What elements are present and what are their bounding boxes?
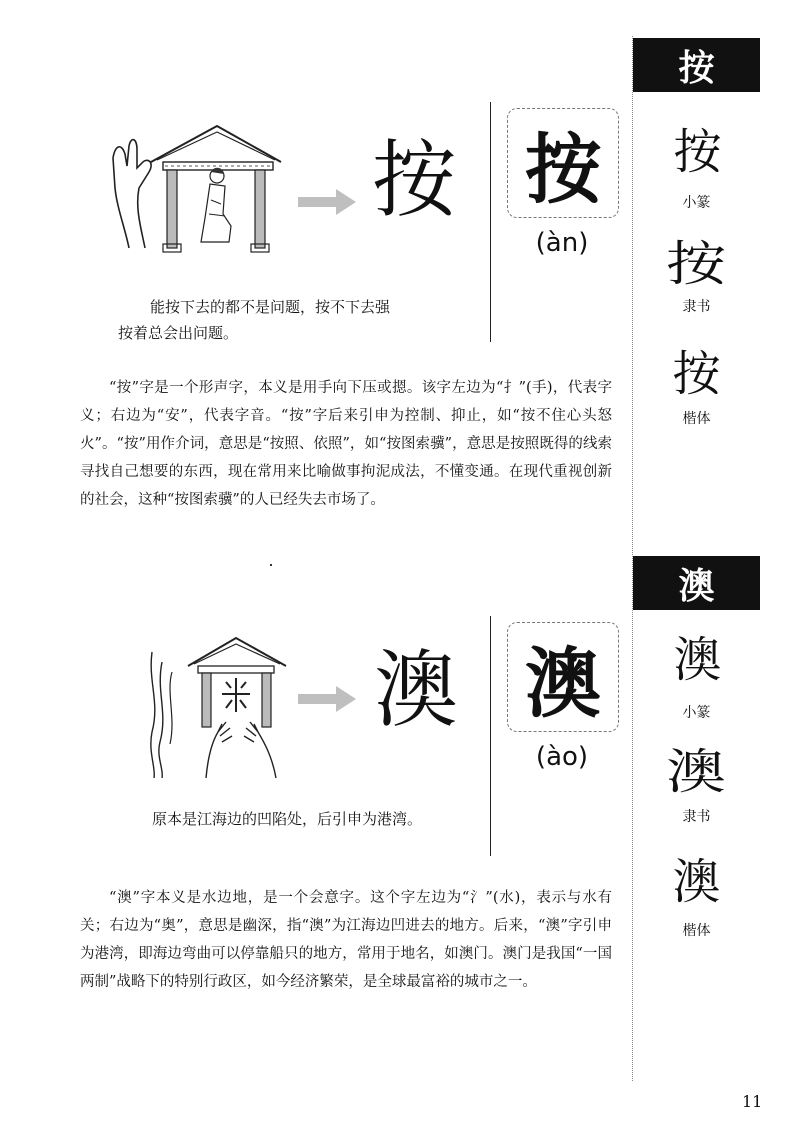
illustration-hands-shrine-water xyxy=(146,632,288,780)
caption-line-1-ao: 原本是江海边的凹陷处，后引申为港湾。 xyxy=(152,810,423,828)
pinyin-ao: (ào) xyxy=(535,742,589,772)
regular-script-label-ao: 楷体 xyxy=(682,923,711,939)
regular-script-label-an: 楷体 xyxy=(682,411,711,427)
caption-line-1-an: 能按下去的都不是问题，按不下去强 xyxy=(150,298,391,316)
transition-arrow-icon xyxy=(298,686,356,712)
description-paragraph-ao: “澳”字本义是水边地，是一个会意字。这个字左边为“氵”(水)，表示与水有关；右边为“奥”，意思是幽深，指“澳”为江海边凹进去的地方。后来，“澳”字引申为港湾，即海边弯曲可以停靠船只的地方，常用于地名，如澳门。澳门是我国“一国两制”战略下的特别行政区，如今经济繁荣，是全球最富裕的城市之一。 xyxy=(80,890,612,990)
clerical-script-label-ao: 隶书 xyxy=(682,809,711,825)
stray-dot xyxy=(270,564,272,566)
character-box-an: 按 xyxy=(507,108,619,218)
seal-script-glyph-an: 按 xyxy=(673,124,720,180)
seal-script-large-an: 按 xyxy=(372,131,455,229)
seal-script-label-an: 小篆 xyxy=(682,195,711,211)
sidebar-header-an: 按 xyxy=(633,38,760,92)
seal-script-large-ao: 澳 xyxy=(374,641,457,739)
clerical-script-glyph-an: 按 xyxy=(666,236,727,292)
clerical-script-glyph-ao: 澳 xyxy=(666,744,727,800)
character-box-ao: 澳 xyxy=(507,622,619,732)
transition-arrow-icon xyxy=(298,189,356,215)
section-divider-line xyxy=(490,616,491,856)
sidebar-header-ao: 澳 xyxy=(633,556,760,610)
seal-script-glyph-ao: 澳 xyxy=(673,632,720,688)
regular-script-glyph-ao: 澳 xyxy=(672,854,721,910)
page-number: 11 xyxy=(742,1092,763,1111)
section-divider-line xyxy=(490,102,491,342)
clerical-script-label-an: 隶书 xyxy=(682,299,711,315)
pinyin-an: (àn) xyxy=(535,228,589,258)
caption-line-2-an: 按着总会出问题。 xyxy=(118,324,239,342)
illustration-hand-pressing-shrine xyxy=(105,118,285,258)
description-paragraph-an: “按”字是一个形声字，本义是用手向下压或摁。该字左边为“扌”(手)，代表字义；右边为“安”，代表字音。“按”字后来引申为控制、抑止，如“按不住心头怒火”。“按”用作介词，意思是“按照、依照”，如“按图索骥”，意思是按照既得的线索寻找自己想要的东西，现在常用来比喻做事拘泥成法，不懂变通。在现代重视创新的社会，这种“按图索骥”的人已经失去市场了。 xyxy=(80,380,612,508)
regular-script-glyph-an: 按 xyxy=(672,346,721,402)
seal-script-label-ao: 小篆 xyxy=(682,705,711,721)
